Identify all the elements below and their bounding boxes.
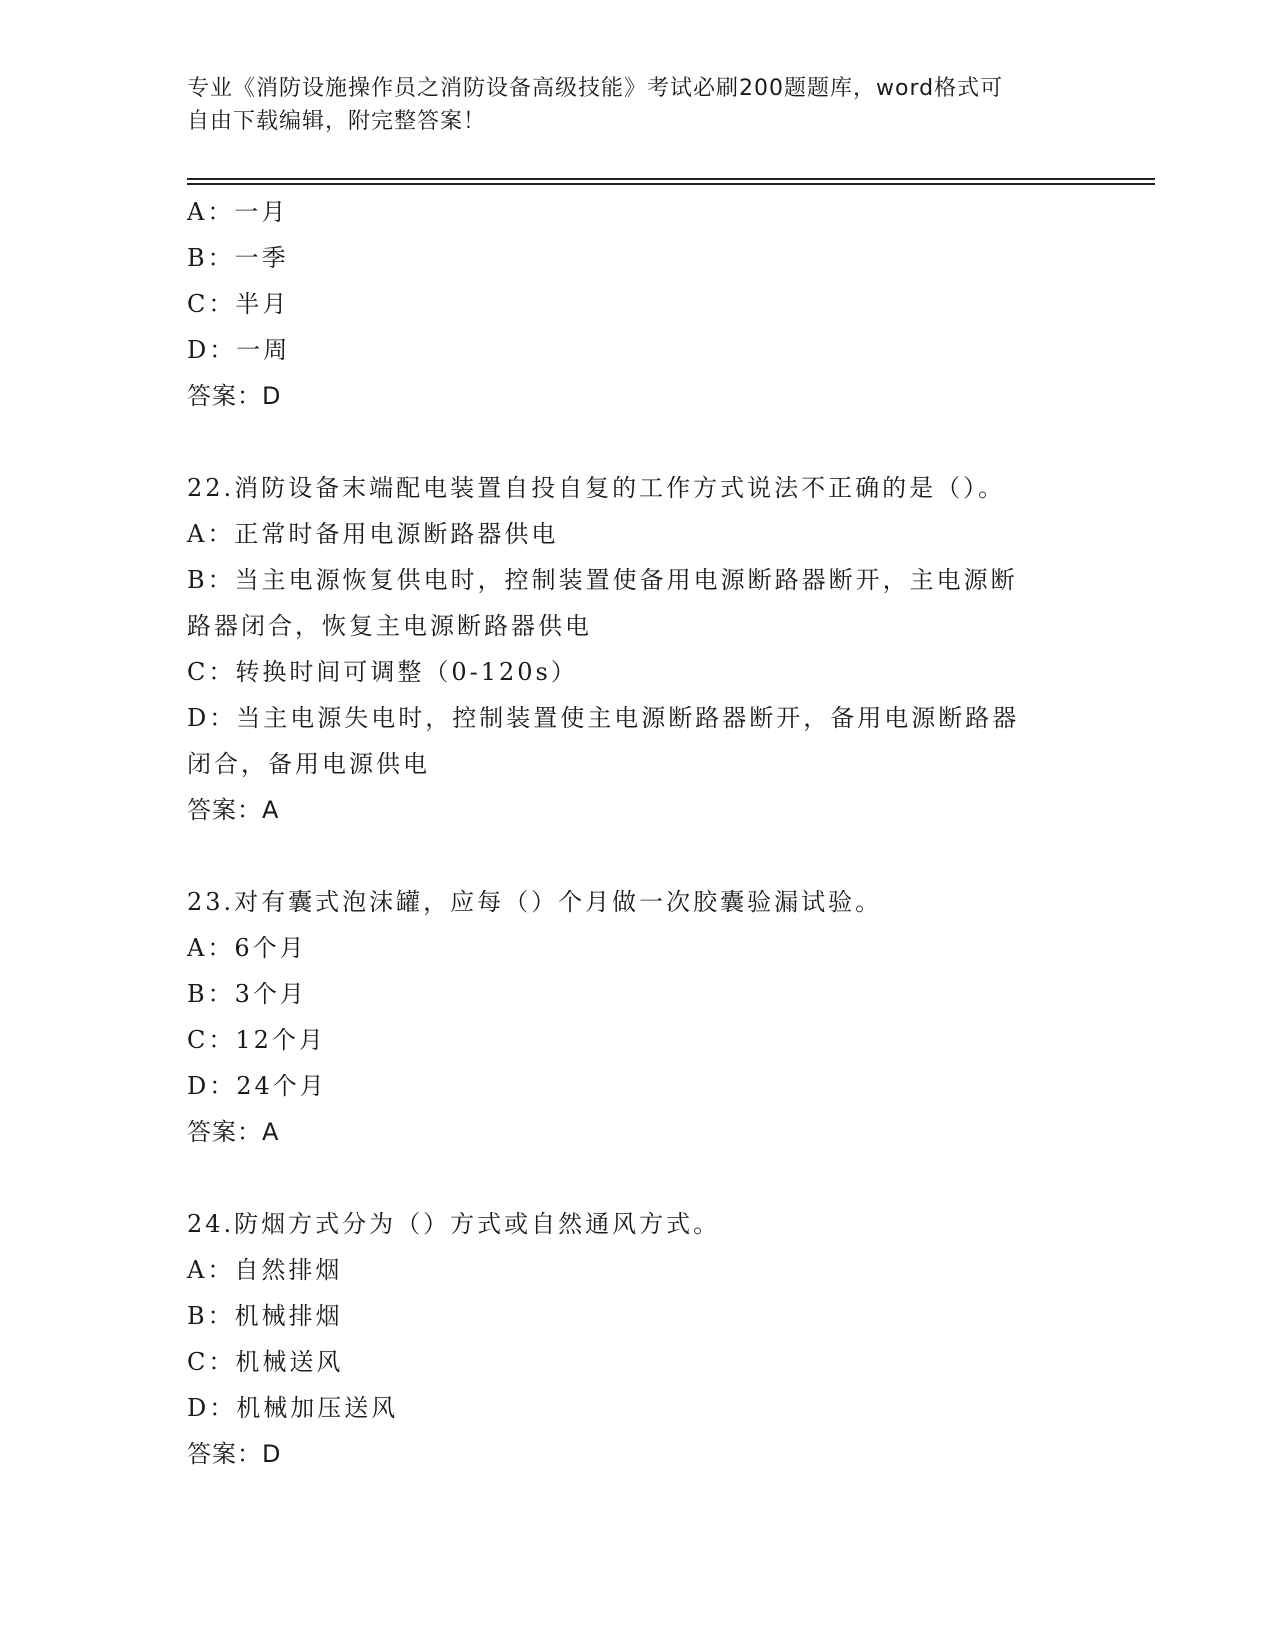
option-b: B：3个月 [187,980,307,1008]
question-23 [187,879,1087,1155]
option-a: A：自然排烟 [187,1256,343,1284]
option-b: B：当主电源恢复供电时，控制装置使备用电源断路器断开，主电源断 [187,566,1018,594]
option-d: D：24个月 [187,1072,327,1100]
option-a: A：正常时备用电源断路器供电 [187,520,559,548]
spacer [187,1155,1087,1201]
answer-line: 答案：D [187,382,282,410]
previous-question-options [187,189,1087,419]
option-d: D：机械加压送风 [187,1394,399,1422]
option-c: C：机械送风 [187,1348,344,1376]
answer-line: 答案：A [187,1118,280,1146]
option-a: A：6个月 [187,934,307,962]
option-d-continued: 闭合，备用电源供电 [187,750,430,778]
header-line-1: 专业《消防设施操作员之消防设备高级技能》考试必刷200题题库，word格式可 [187,76,1004,101]
answer-line: 答案：D [187,1440,282,1468]
answer-line: 答案：A [187,796,280,824]
option-b-continued: 路器闭合，恢复主电源断路器供电 [187,612,592,640]
question-content [187,189,1087,1477]
question-22 [187,465,1087,833]
option-c: C：12个月 [187,1026,326,1054]
option-a: A：一月 [187,198,289,226]
question-24 [187,1201,1087,1477]
option-b: B：机械排烟 [187,1302,343,1330]
question-stem: 24.防烟方式分为（）方式或自然通风方式。 [187,1210,721,1238]
header-line-2: 自由下载编辑，附完整答案！ [187,109,487,134]
spacer [187,419,1087,465]
option-b: B：一季 [187,244,289,272]
option-d: D：当主电源失电时，控制装置使主电源断路器断开，备用电源断路器 [187,704,1020,732]
option-c: C：半月 [187,290,290,318]
document-header [187,72,1087,138]
header-divider-top [187,178,1155,180]
question-stem: 23.对有囊式泡沫罐，应每（）个月做一次胶囊验漏试验。 [187,888,883,916]
option-c: C：转换时间可调整（0-120s） [187,658,578,686]
header-divider-bottom [187,183,1155,185]
question-stem: 22.消防设备末端配电装置自投自复的工作方式说法不正确的是（）。 [187,474,1006,502]
spacer [187,833,1087,879]
option-d: D：一周 [187,336,291,364]
